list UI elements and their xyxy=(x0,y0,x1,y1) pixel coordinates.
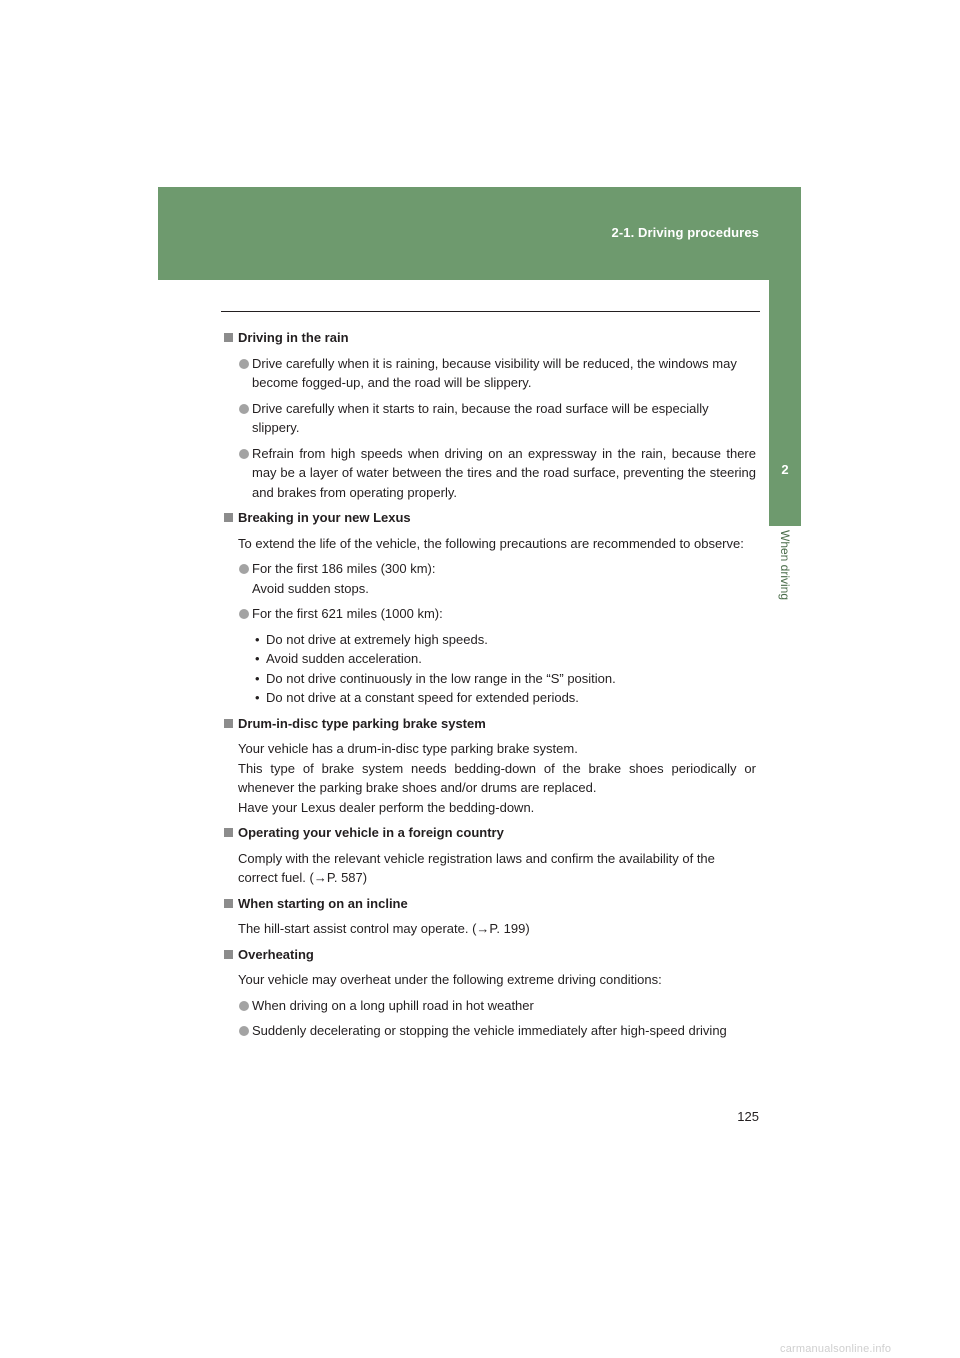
section-intro: Your vehicle may overheat under the following extreme driving conditions: xyxy=(238,972,662,987)
list-item: • Do not drive at extremely high speeds. xyxy=(255,631,488,647)
chapter-number: 2 xyxy=(781,462,789,477)
circle-bullet-icon xyxy=(239,564,249,574)
square-bullet-icon xyxy=(224,333,233,342)
square-bullet-icon xyxy=(224,828,233,837)
section-heading: Drum-in-disc type parking brake system xyxy=(224,714,756,734)
circle-bullet-icon xyxy=(239,449,249,459)
section-heading: Operating your vehicle in a foreign country xyxy=(224,823,756,843)
section-heading: When starting on an incline xyxy=(224,894,756,914)
circle-bullet-icon xyxy=(239,1026,249,1036)
section-overheating xyxy=(224,945,756,1041)
circle-bullet-icon xyxy=(239,404,249,414)
square-bullet-icon xyxy=(224,950,233,959)
divider xyxy=(221,311,760,312)
bullet-item: For the first 186 miles (300 km): Avoid sudden stops. xyxy=(224,559,756,598)
page-number: 125 xyxy=(737,1109,759,1124)
section-incline xyxy=(224,894,756,939)
section-text: Comply with the relevant vehicle registration laws and confirm the availability of the correct fuel. (→P. 587) xyxy=(238,850,715,885)
section-foreign-country xyxy=(224,823,756,888)
chapter-label: When driving xyxy=(778,530,792,601)
section-breaking-in xyxy=(224,508,756,708)
section-heading: Breaking in your new Lexus xyxy=(224,508,756,528)
sub-list xyxy=(224,630,756,708)
circle-bullet-icon xyxy=(239,1001,249,1011)
watermark: carmanualsonline.info xyxy=(780,1343,892,1355)
section-rain xyxy=(224,328,756,502)
bullet-item: Suddenly decelerating or stopping the vehicle immediately after high-speed driving xyxy=(224,1021,756,1041)
section-heading: Driving in the rain xyxy=(224,328,756,348)
square-bullet-icon xyxy=(224,513,233,522)
section-text: The hill-start assist control may operate. (→P. 199) xyxy=(238,921,530,936)
bullet-item: Drive carefully when it is raining, because visibility will be reduced, the windows may become fogged-up, and the road will be slippery. xyxy=(224,354,756,393)
circle-bullet-icon xyxy=(239,609,249,619)
section-title: 2-1. Driving procedures xyxy=(611,225,759,240)
list-item: • Avoid sudden acceleration. xyxy=(255,651,422,666)
bullet-item: When driving on a long uphill road in hot weather xyxy=(224,996,756,1016)
bullet-item: For the first 621 miles (1000 km): xyxy=(224,604,756,624)
square-bullet-icon xyxy=(224,719,233,728)
section-heading: Overheating xyxy=(224,945,756,965)
list-item: • Do not drive continuously in the low range in the “S” position. xyxy=(255,670,616,686)
header-band xyxy=(158,187,801,280)
chapter-tab xyxy=(769,280,801,526)
circle-bullet-icon xyxy=(239,359,249,369)
section-text: Your vehicle has a drum-in-disc type parking brake system. This type of brake system needs bedding-down of the brake shoes periodically or whenever the parking brake shoes and/or drums are replaced. Have your Lexus dealer perform the bedding-down. xyxy=(238,741,756,815)
bullet-item: Drive carefully when it starts to rain, because the road surface will be especially slippery. xyxy=(224,399,756,438)
section-drum-in-disc xyxy=(224,714,756,818)
page-content xyxy=(224,328,756,1047)
square-bullet-icon xyxy=(224,899,233,908)
section-intro: To extend the life of the vehicle, the following precautions are recommended to observe: xyxy=(238,535,744,551)
bullet-item: Refrain from high speeds when driving on an expressway in the rain, because there may be a layer of water between the tires and the road surface, preventing the steering and brakes from operating properly. xyxy=(224,444,756,503)
list-item: • Do not drive at a constant speed for extended periods. xyxy=(255,690,579,705)
